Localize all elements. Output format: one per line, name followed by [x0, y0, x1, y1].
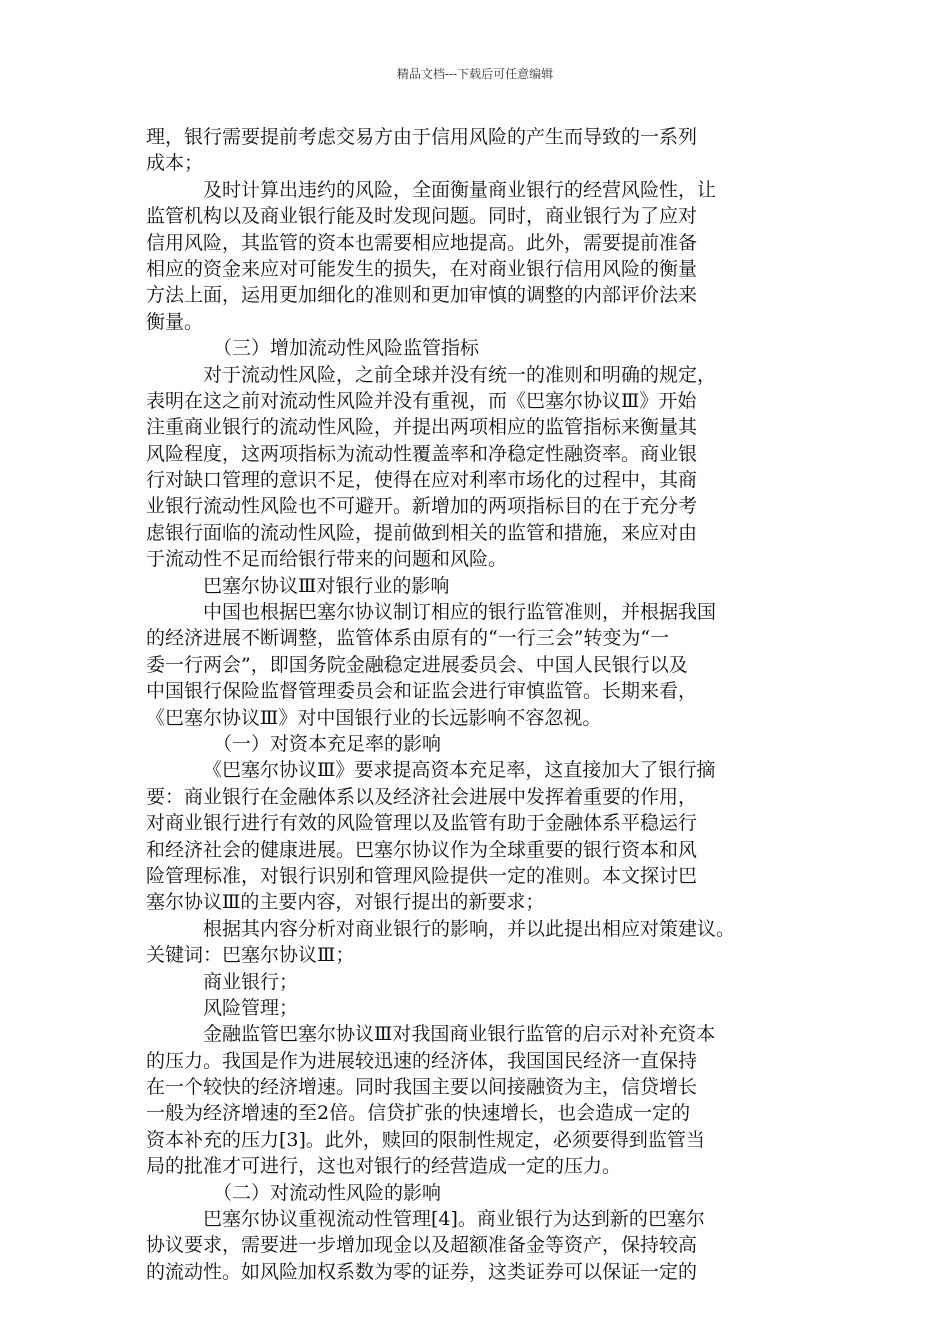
page-header: 精品文档---下载后可任意编辑	[396, 67, 554, 81]
paragraph-line: 行对缺口管理的意识不足，使得在应对利率市场化的过程中，其商	[146, 469, 698, 492]
section-heading: （一）对资本充足率的影响	[213, 732, 442, 755]
paragraph-line: 衡量。	[146, 310, 204, 333]
paragraph-line: 监管机构以及商业银行能及时发现问题。同时，商业银行为了应对	[146, 205, 698, 228]
section-heading: （三）增加流动性风险监管指标	[213, 337, 480, 360]
paragraph-line: 中国也根据巴塞尔协议制订相应的银行监管准则，并根据我国	[203, 601, 717, 624]
keyword-item: 商业银行；	[203, 970, 299, 993]
paragraph-line: 《巴塞尔协议Ⅲ》要求提高资本充足率，这直接加大了银行摘	[203, 759, 716, 782]
paragraph-line: 注重商业银行的流动性风险，并提出两项相应的监管指标来衡量其	[146, 416, 698, 439]
paragraph-line: 根据其内容分析对商业银行的影响，并以此提出相应对策建议。	[203, 917, 736, 940]
paragraph-line: 信用风险，其监管的资本也需要相应地提高。此外，需要提前准备	[146, 231, 698, 254]
paragraph-line: 对于流动性风险，之前全球并没有统一的准则和明确的规定，	[203, 363, 717, 386]
paragraph-line: 虑银行面临的流动性风险，提前做到相关的监管和措施，来应对由	[146, 521, 698, 544]
paragraph-line: 的流动性。如风险加权系数为零的证券，这类证券可以保证一定的	[146, 1260, 698, 1283]
paragraph-line: 《巴塞尔协议Ⅲ》对中国银行业的长远影响不容忽视。	[146, 706, 602, 729]
keywords-line: 关键词：巴塞尔协议Ⅲ；	[146, 944, 355, 967]
paragraph-line: 协议要求，需要进一步增加现金以及超额准备金等资产，保持较高	[146, 1234, 698, 1257]
paragraph-line: 相应的资金来应对可能发生的损失，在对商业银行信用风险的衡量	[146, 257, 698, 280]
paragraph-line: 险管理标准，对银行识别和管理风险提供一定的准则。本文探讨巴	[146, 864, 698, 887]
paragraph-line: 在一个较快的经济增速。同时我国主要以间接融资为主，信贷增长	[146, 1076, 698, 1099]
paragraph-line: 中国银行保险监督管理委员会和证监会进行审慎监管。长期来看，	[146, 680, 698, 703]
paragraph-line: 方法上面，运用更加细化的准则和更加审慎的调整的内部评价法来	[146, 284, 698, 307]
section-heading: 巴塞尔协议Ⅲ对银行业的影响	[203, 574, 450, 597]
paragraph-line: 业银行流动性风险也不可避开。新增加的两项指标目的在于充分考	[146, 495, 698, 518]
paragraph-line: 要：商业银行在金融体系以及经济社会进展中发挥着重要的作用，	[146, 785, 698, 808]
paragraph-line: 塞尔协议Ⅲ的主要内容，对银行提出的新要求；	[146, 891, 545, 914]
paragraph-line: 表明在这之前对流动性风险并没有重视，而《巴塞尔协议Ⅲ》开始	[146, 389, 697, 412]
keyword-item: 风险管理；	[203, 996, 299, 1019]
paragraph-line: 局的批准才可进行，这也对银行的经营造成一定的压力。	[146, 1155, 622, 1178]
paragraph-line: 和经济社会的健康进展。巴塞尔协议作为全球重要的银行资本和风	[146, 838, 698, 861]
paragraph-line: 资本补充的压力[3]。此外，赎回的限制性规定，必须要得到监管当	[146, 1128, 705, 1151]
section-heading: （二）对流动性风险的影响	[213, 1181, 442, 1204]
paragraph-line: 于流动性不足而给银行带来的问题和风险。	[146, 548, 508, 571]
paragraph-line: 的压力。我国是作为进展较迅速的经济体，我国国民经济一直保持	[146, 1049, 698, 1072]
paragraph-line: 成本；	[146, 152, 204, 175]
paragraph-line: 一般为经济增速的至2倍。信贷扩张的快速增长，也会造成一定的	[146, 1102, 691, 1125]
paragraph-line: 风险程度，这两项指标为流动性覆盖率和净稳定性融资率。商业银	[146, 442, 698, 465]
paragraph-line: 委一行两会”，即国务院金融稳定进展委员会、中国人民银行以及	[146, 653, 688, 676]
paragraph-line: 金融监管巴塞尔协议Ⅲ对我国商业银行监管的启示对补充资本	[203, 1023, 716, 1046]
paragraph-line: 对商业银行进行有效的风险管理以及监管有助于金融体系平稳运行	[146, 812, 698, 835]
paragraph-line: 及时计算出违约的风险，全面衡量商业银行的经营风险性，让	[203, 178, 717, 201]
paragraph-line: 理，银行需要提前考虑交易方由于信用风险的产生而导致的一系列	[146, 126, 698, 148]
document-body	[146, 124, 818, 1285]
paragraph-line: 的经济进展不断调整，监管体系由原有的“一行三会”转变为“一	[146, 627, 670, 650]
paragraph-line: 巴塞尔协议重视流动性管理[4]。商业银行为达到新的巴塞尔	[203, 1208, 705, 1231]
